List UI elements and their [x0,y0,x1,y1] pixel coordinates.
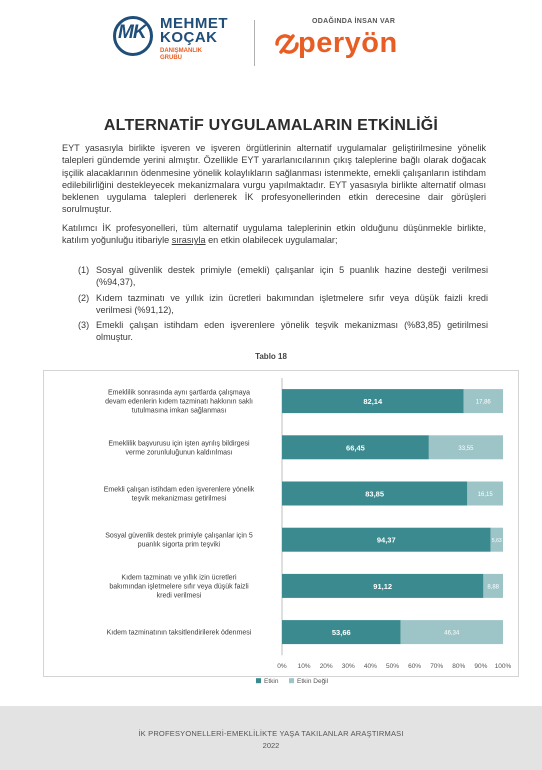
x-tick-label: 80% [452,663,466,671]
x-tick-label: 60% [408,663,422,671]
list-item-text: Kıdem tazminatı ve yıllık izin ücretleri bakımından işletmelere sıfır veya düşük faizli kredi verilmesi (%91,12), [96,292,488,315]
list-item-number: (2) [78,292,90,303]
x-tick-label: 90% [474,663,488,671]
category-label-line: kredi verilmesi [156,592,202,600]
data-label-etkin-degil: 46,34 [444,630,460,637]
mk-logo-subtitle [160,48,202,62]
footer-band [0,706,542,770]
category-label [108,440,250,456]
category-label-line: bakımından işletmelere sıfır veya düşük faizli [109,583,249,591]
category-label [109,574,249,599]
intro-paragraph: EYT yasasıyla birlikte işveren ve işveren örgütlerinin alternatif uygulamalar geliştirilmesine yönelik talepleri gündemde yerini almıştır. Özellikle EYT yararlanıcılarının çıkış taleplerine bağlı olarak doğacak işçilik alacaklarının ödenmesine yönelik kolaylıkların sağlanması istenmekte, emekli çalışanların istihdam edilebilirliğini destekleyecek mekanizmalara vurgu yapılmaktadır. EYT yasasıyla birlikte alternatif olması beklenen uygulama talepleri derlenerek İK profesyonellerinden etkin derecesine dair görüşleri sorulmuştur. [62,143,486,215]
findings-text-before: Katılımcı İK profesyonelleri, tüm alternatif uygulama taleplerinin etkin olduğunu düşünmekle birlikte, katılım yoğunluğu itibariyle [62,223,486,246]
category-label-line: tutulmasına imkan sağlanması [131,407,227,415]
category-label-line: Sosyal güvenlik destek primiyle çalışanlar için 5 [105,532,253,540]
mk-logo-name [160,17,228,45]
category-label [104,487,255,503]
category-label-line: Kıdem tazminatı ve yıllık izin ücretleri [121,574,237,582]
x-tick-label: 30% [341,663,355,671]
category-label [105,390,253,415]
list-item-number: (3) [78,320,90,331]
category-label-line: Emeklilik sonrasında aynı şartlarda çalışmaya [107,389,251,397]
category-label-line: verme zorunluluğunun kaldırılması [125,449,233,457]
x-tick-label: 100% [494,663,512,671]
logo-divider [254,20,255,66]
list-item [78,319,488,344]
mk-name-line2: KOÇAK [160,29,218,46]
footer-title: İK PROFESYONELLERİ-EMEKLİLİKTE YAŞA TAKILANLAR ARAŞTIRMASI [138,729,404,738]
data-label-etkin: 83,85 [365,489,385,499]
x-tick-label: 0% [277,663,287,671]
category-label-line: devam edenlerin kıdem tazminatı hakkının saklı [105,398,253,406]
mk-sub-line1: DANIŞMANLIK [160,48,202,54]
data-label-etkin: 82,14 [363,397,383,407]
mk-monogram: MK [118,22,146,43]
list-item-number: (1) [78,265,90,275]
x-tick-label: 10% [297,663,311,671]
data-label-etkin-degil: 17,86 [475,399,491,406]
data-label-etkin-degil: 16,15 [477,492,493,498]
x-tick-label: 40% [363,663,377,671]
list-item [78,292,488,317]
legend-label-etkin-degil: Etkin Değil [297,678,329,686]
stacked-bar-chart [43,370,519,686]
category-label-line: Emeklilik başvurusu için işten ayrılış bildirgesi [108,440,250,448]
x-tick-label: 70% [430,663,444,671]
data-label-etkin: 94,37 [376,535,396,545]
peryon-wordmark: peryön [298,27,398,59]
data-label-etkin-degil: 8,88 [487,584,500,591]
category-label-line: Emekli çalışan istihdam eden işverenlere yönelik [103,486,255,494]
category-label-line: teşvik mekanizması getirilmesi [131,495,227,503]
category-label [107,630,252,637]
mk-sub-line2: GRUBU [160,55,182,61]
footer-year: 2022 [262,741,280,750]
x-tick-label: 20% [319,663,333,671]
data-label-etkin: 53,66 [331,628,351,638]
legend-swatch-etkin-degil [289,678,294,683]
list-item-text: Emekli çalışan istihdam eden işverenlere yönelik teşvik mekanizması (%83,85) getirilmesi olmuştur. [96,320,488,343]
findings-paragraph [62,222,486,247]
category-label-line: Kıdem tazminatının taksitlendirilerek ödenmesi [106,629,252,637]
peryon-logo-icon [273,30,301,58]
data-label-etkin: 66,45 [346,443,365,453]
findings-text-after: en etkin olabilecek uygulamalar; [205,235,338,246]
list-item [78,264,488,289]
category-label [105,533,253,549]
x-tick-label: 50% [385,663,400,671]
list-item-text: Sosyal güvenlik destek primiyle (emekli) çalışanlar için 5 puanlık hazine desteği verilmesi (%94,37), [96,265,488,288]
data-label-etkin: 91,12 [373,581,393,591]
findings-text-underlined: sırasıyla [171,235,206,246]
category-label-line: puanlık sigorta prim teşviki [137,541,221,549]
data-label-etkin-degil: 33,55 [458,445,474,452]
data-label-etkin-degil: 5,63 [491,538,502,545]
peryon-tagline: ODAĞINDA İNSAN VAR [312,18,396,25]
page-title: ALTERNATİF UYGULAMALARIN ETKİNLİĞİ [103,117,439,134]
findings-list [78,264,488,347]
page-header [0,0,542,90]
legend-label-etkin: Etkin [264,678,279,686]
legend-swatch-etkin [256,678,261,683]
mk-name-line1: MEHMET [160,15,228,32]
chart-caption: Tablo 18 [255,352,287,361]
